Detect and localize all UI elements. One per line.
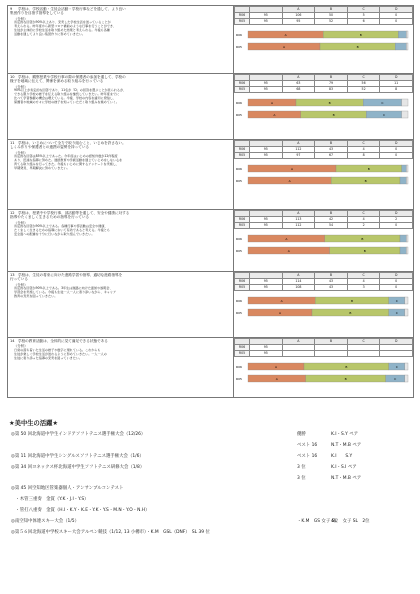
question-text: 学校は、授業中や学校行事、部活動等を通して、安全や健康に対する 指導やたくましく生きるための指導を行っている	[10, 211, 130, 220]
bar-segment-D	[406, 165, 408, 172]
result-header-D: D	[380, 211, 413, 217]
bar-segment-label: A	[288, 179, 291, 183]
result-header-B: B	[315, 7, 348, 13]
achievement-item	[9, 517, 413, 528]
question-text: 学校は、いじめについて全力で取り組むこと、いじめを許さない。 しくみ作りや保護者との連携の姿勢を持っている	[10, 141, 126, 150]
question-row	[8, 74, 414, 140]
result-row-label: R06	[235, 147, 250, 153]
result-value: 112	[282, 147, 315, 153]
bar-row-label: R05	[236, 113, 242, 117]
achievement-item	[9, 430, 413, 441]
bar-segment-label: B	[364, 179, 367, 183]
response-bar-chart	[234, 25, 412, 65]
achievement-event: ◎第 50 回北海道中学生インドアソフトテニス選手権大会（12/26）	[11, 432, 146, 437]
question-cell	[8, 74, 234, 140]
result-header-D: D	[380, 141, 413, 147]
result-value: 106	[282, 13, 315, 19]
result-header-B: B	[315, 211, 348, 217]
result-value: 42	[315, 217, 348, 223]
question-text: 学校は、学校活動・生徒会活動・学校行事などを通して、より良い 集団作りを目指す指導をしている	[10, 7, 126, 16]
achievement-detail: K.I・S.I ペア	[331, 464, 357, 470]
result-header-A: A	[282, 273, 315, 279]
result-value: 8	[380, 87, 413, 93]
result-value: 43	[315, 285, 348, 291]
achievement-event: ◎南空知中体連スキー大会（1/5）	[11, 519, 79, 525]
result-value: 97	[282, 153, 315, 159]
result-value: 4	[347, 147, 380, 153]
question-text: 学校の教育活動は、全体的に見て満足できる状態である	[18, 339, 108, 343]
result-value: 6	[347, 19, 380, 25]
achievement-detail: N.T・M.B ペア	[331, 442, 362, 448]
achievement-item	[9, 495, 413, 506]
bar-segment-D	[405, 363, 408, 370]
result-value: 114	[282, 279, 315, 285]
analysis-text: 肯定的な回答が90%以上である。3年生は進路に向けた面談や説明会、 学習会を実施している。今後も生徒一人一人に寄り添いながら、キャリア 教育の充実を図っていきたい。	[14, 286, 117, 299]
result-value: 3	[347, 285, 380, 291]
achievement-event: ・管打八重奏 金賞（H.I・K.Y・K.E・Y.K・Y.S・M.N・Y.O・N.H）	[11, 508, 150, 514]
result-row-label: R05	[235, 223, 250, 229]
result-value: 95	[250, 279, 283, 285]
result-value: 56	[347, 81, 380, 87]
bar-segment-label: A	[282, 45, 286, 49]
question-number: 12	[10, 211, 15, 215]
question-number: 10	[10, 75, 15, 79]
result-cell	[234, 338, 414, 398]
achievement-result: 3 位	[297, 475, 306, 481]
bar-segment-label: B	[363, 249, 366, 253]
achievement-result: 優勝	[297, 432, 306, 437]
result-value: 0	[380, 19, 413, 25]
result-value: 52	[347, 87, 380, 93]
result-row-label: R06	[235, 13, 250, 19]
result-row-label: R06	[235, 217, 250, 223]
result-header-C: C	[347, 273, 380, 279]
result-value: 4	[347, 279, 380, 285]
result-value: 112	[282, 223, 315, 229]
bar-segment-label: B	[356, 45, 359, 49]
result-value: 95	[250, 81, 283, 87]
response-bar-chart	[234, 291, 412, 331]
question-row	[8, 140, 414, 210]
achievement-item	[9, 463, 413, 474]
result-row-label: R05	[235, 153, 250, 159]
bar-segment-label: C	[395, 299, 398, 303]
analysis-text: 肯定的な回答は85%以上であった。今年度はいじめの認知件数が12件程度 あり、迅速な指導に努めた。道徳教育や学級活動を通じていじめをしない心を 育てる取り組みを行ってきた。今後もいじめに関するアンケートを実施し、 早期発見、早期解決に努めていきたい。	[14, 154, 123, 170]
result-header-C: C	[347, 75, 380, 81]
result-header-B: B	[315, 75, 348, 81]
achievement-result: 3 位	[297, 464, 306, 470]
analysis-label: 《分析》	[14, 150, 28, 155]
result-row-label: R05	[235, 285, 250, 291]
bar-segment-label: A	[290, 167, 294, 171]
bar-segment-label: C	[395, 365, 398, 369]
result-table	[234, 6, 413, 25]
result-value	[282, 351, 315, 357]
bar-segment-label: A	[278, 311, 282, 315]
question-row	[8, 6, 414, 74]
result-value: 2	[380, 217, 413, 223]
question-cell	[8, 210, 234, 272]
response-bar-chart	[234, 93, 412, 133]
result-value: 95	[250, 147, 283, 153]
achievements-list	[9, 430, 413, 539]
achievement-event: ◎第 34 回ヨネックス杯北海道中学生ソフトテニス研修大会（1/8）	[11, 464, 145, 470]
bar-segment-D	[405, 375, 408, 382]
result-row-label: R05	[235, 19, 250, 25]
bar-segment-label: A	[280, 299, 283, 303]
achievement-detail: K.I・S.Y ペア	[331, 432, 359, 437]
result-cell	[234, 140, 414, 210]
bar-segment-label: A	[285, 237, 288, 241]
analysis-label: 《分析》	[14, 282, 28, 287]
achievement-detail: N.T・M.B ペア	[331, 475, 362, 481]
achievement-item	[9, 528, 413, 539]
achievement-event: ◎第 45 回空知地区管楽器個人・アンサンブルコンテスト	[11, 486, 124, 492]
result-header-B: B	[315, 339, 348, 345]
result-value: 67	[315, 153, 348, 159]
bar-segment-C	[395, 43, 406, 50]
achievement-item	[9, 484, 413, 495]
result-value: 83	[315, 87, 348, 93]
result-row-label: R06	[235, 279, 250, 285]
result-cell	[234, 272, 414, 338]
bar-segment-C	[400, 247, 406, 254]
response-bar-chart	[234, 159, 412, 199]
achievement-event: ◎第 11 回北海道中学生シングルスソフトテニス選手権大会（1/6）	[11, 453, 144, 459]
bar-segment-label: B	[328, 101, 331, 105]
result-table	[234, 210, 413, 229]
result-table	[234, 338, 413, 357]
bar-segment-label: C	[382, 113, 386, 117]
result-value: 95	[250, 87, 283, 93]
bar-segment-label: A	[284, 33, 287, 37]
result-value: 0	[380, 223, 413, 229]
achievement-result: ベスト 16	[297, 453, 318, 459]
question-row	[8, 272, 414, 338]
analysis-text: 肯定的な回答が90%以上である。各種行事や部活動は安全や健康、 たくましく生きるための指導において有効であると考える。今後とも 安全面への配慮を十分に行いながら取り組んでいきたい。	[14, 224, 110, 237]
result-header-B: B	[315, 141, 348, 147]
result-value	[380, 351, 413, 357]
bar-segment-C	[398, 31, 406, 38]
result-header-C: C	[347, 141, 380, 147]
result-value: 0	[380, 147, 413, 153]
result-value: 54	[315, 223, 348, 229]
bar-segment-D	[405, 309, 408, 316]
bar-segment-label: B	[367, 167, 370, 171]
question-text: 学校は、生徒の将来に向けた進路学習や指導、適切な進路指導を 行っている	[10, 273, 123, 282]
bar-segment-label: B	[350, 299, 354, 303]
result-header-A: A	[282, 141, 315, 147]
result-value: 95	[250, 351, 283, 357]
achievement-item	[9, 474, 413, 485]
result-value: 5	[347, 13, 380, 19]
result-value: 95	[250, 285, 283, 291]
achievement-detail: K.I S.Y	[331, 453, 353, 459]
bar-row-label: R05	[236, 311, 242, 315]
result-value: 52	[315, 19, 348, 25]
bar-row-label: R06	[236, 33, 242, 37]
question-number: 14	[10, 339, 15, 343]
result-row	[235, 285, 413, 291]
question-cell	[8, 140, 234, 210]
response-bar-chart	[234, 357, 412, 397]
bar-segment-D	[406, 31, 408, 38]
bar-segment-C	[402, 165, 407, 172]
analysis-text: 日常の落ち着いた生活の様子や数字に現れている。これからも 生徒が楽しく学校生活が送れるように努めていきたい。一人一人の 生徒に寄り添った指導の充実を図っていきたい。	[14, 347, 107, 360]
question-text: 学校は、観察授業や学校行事の際の保護者の参加を通して、学校の 様子を地域に伝えて、関係を深める取り組みを行っている	[10, 75, 126, 84]
bar-segment-label: B	[344, 377, 347, 381]
achievement-event: ◎第５６回北海道中学校スキー大会アルペン競技（1/12, 13 小樽市）・K.M GSL（DNF） SL 39 位	[11, 530, 210, 536]
result-header-A: A	[282, 339, 315, 345]
bar-segment-D	[406, 247, 408, 254]
result-row-label: R05	[235, 351, 250, 357]
bar-segment-label: B	[345, 365, 348, 369]
analysis-label: 《分析》	[14, 16, 28, 21]
result-value: 108	[282, 285, 315, 291]
result-header-A: A	[282, 75, 315, 81]
result-header-D: D	[380, 75, 413, 81]
bar-row-label: R06	[236, 237, 242, 241]
bar-row-label: R06	[236, 167, 242, 171]
achievement-item	[9, 441, 413, 452]
achievements-title: ★美中生の活躍★	[9, 420, 59, 427]
result-value: 95	[250, 153, 283, 159]
result-value: 95	[250, 19, 283, 25]
result-value: 79	[315, 81, 348, 87]
result-value: 0	[380, 285, 413, 291]
result-header-C: C	[347, 339, 380, 345]
result-value	[347, 351, 380, 357]
bar-segment-D	[406, 177, 408, 184]
bar-segment-label: C	[395, 311, 398, 315]
analysis-label: 《分析》	[14, 344, 28, 349]
question-cell	[8, 338, 234, 398]
bar-segment-label: A	[275, 377, 278, 381]
analysis-text: 90%以上が肯定的な回答であり、11名が「D」の回答を選ぶことが見られるが、 できる限り学校の様子を伝える取り組みを継続していきたい。昨年度までに 比べて学習参観の機会は増えている。今後、学校の内容を適切に発信し、 保護者や地域の方々に学校の様子を知っていただく取り組みを進めていく。	[14, 88, 127, 104]
result-cell	[234, 6, 414, 74]
result-header-B: B	[315, 273, 348, 279]
result-value: 8	[347, 153, 380, 159]
result-value: 113	[282, 217, 315, 223]
result-row	[235, 153, 413, 159]
result-row	[235, 223, 413, 229]
bar-segment-label: A	[273, 113, 276, 117]
bar-segment-D	[402, 111, 408, 118]
result-header-D: D	[380, 273, 413, 279]
result-table	[234, 74, 413, 93]
result-value: 95	[282, 19, 315, 25]
result-table	[234, 272, 413, 291]
result-value: 95	[250, 223, 283, 229]
result-cell	[234, 74, 414, 140]
result-header-C: C	[347, 211, 380, 217]
bar-row-label: R06	[236, 101, 242, 105]
result-header-A: A	[282, 7, 315, 13]
result-row	[235, 19, 413, 25]
result-value: 0	[380, 279, 413, 285]
bar-row-label: R06	[236, 365, 242, 369]
bar-segment-label: C	[381, 101, 384, 105]
achievement-item	[9, 452, 413, 463]
analysis-label: 《分析》	[14, 84, 28, 89]
response-bar-chart	[234, 229, 412, 269]
result-value: 43	[315, 279, 348, 285]
achievement-event: ・木管三重奏 金賞（Y.K・J.I・Y.S）	[11, 497, 89, 503]
bar-segment-D	[405, 297, 408, 304]
bar-segment-label: B	[361, 237, 364, 241]
result-value: 95	[250, 217, 283, 223]
result-value: 95	[250, 345, 283, 351]
result-value	[315, 351, 348, 357]
question-cell	[8, 272, 234, 338]
achievement-item	[9, 506, 413, 517]
result-cell	[234, 210, 414, 272]
result-value: 95	[250, 13, 283, 19]
bar-segment-D	[402, 99, 408, 106]
bar-segment-label: A	[270, 101, 274, 105]
result-row	[235, 87, 413, 93]
result-row-label: R06	[235, 345, 250, 351]
bar-segment-label: C	[394, 377, 397, 381]
result-table	[234, 140, 413, 159]
result-value: 50	[315, 13, 348, 19]
question-cell	[8, 6, 234, 74]
result-value: 11	[380, 81, 413, 87]
bar-segment-label: B	[359, 33, 362, 37]
result-value: 4	[347, 217, 380, 223]
bar-segment-C	[400, 235, 406, 242]
result-value: 63	[282, 81, 315, 87]
result-row-label: R05	[235, 87, 250, 93]
bar-segment-label: B	[349, 311, 352, 315]
result-value: 2	[347, 223, 380, 229]
analysis-text: 肯定的な回答が90%以上あり、充実した学校生活を送っていることが 考えられる。昨年度から新型コロナ禍前のような行事を行うことができ、 生徒が主体的に学校生活を取り組めた結果と考えられる。今後も各種 活動を通してより良い集団作りに努めていきたい。	[14, 20, 116, 36]
result-value: 0	[380, 13, 413, 19]
result-header-C: C	[347, 7, 380, 13]
bar-segment-label: A	[287, 249, 290, 253]
question-row	[8, 338, 414, 398]
result-value: 68	[282, 87, 315, 93]
bar-row-label: R05	[236, 377, 242, 381]
bar-row-label: R05	[236, 45, 242, 49]
achievement-result: ベスト 16	[297, 442, 318, 448]
bar-segment-D	[406, 43, 408, 50]
bar-row-label: R05	[236, 249, 242, 253]
analysis-label: 《分析》	[14, 220, 28, 225]
question-row	[8, 210, 414, 272]
bar-row-label: R05	[236, 179, 242, 183]
result-row-label: R06	[235, 81, 250, 87]
result-header-A: A	[282, 211, 315, 217]
bar-segment-label: B	[332, 113, 335, 117]
question-number: 11	[10, 141, 15, 145]
bar-row-label: R06	[236, 299, 242, 303]
achievement-result: ・K.M GS 女子 SL	[297, 519, 337, 525]
bar-segment-C	[400, 177, 406, 184]
evaluation-table	[7, 5, 414, 398]
question-number: 13	[10, 273, 15, 277]
result-value: 43	[315, 147, 348, 153]
result-row	[235, 351, 413, 357]
bar-segment-label: A	[274, 365, 278, 369]
achievements-section	[9, 418, 413, 539]
question-number: 9	[10, 7, 13, 11]
bar-segment-D	[406, 235, 408, 242]
result-header-D: D	[380, 339, 413, 345]
result-header-D: D	[380, 7, 413, 13]
achievement-detail: 4位 女子 SL 2位	[331, 519, 370, 525]
result-value: 0	[380, 153, 413, 159]
